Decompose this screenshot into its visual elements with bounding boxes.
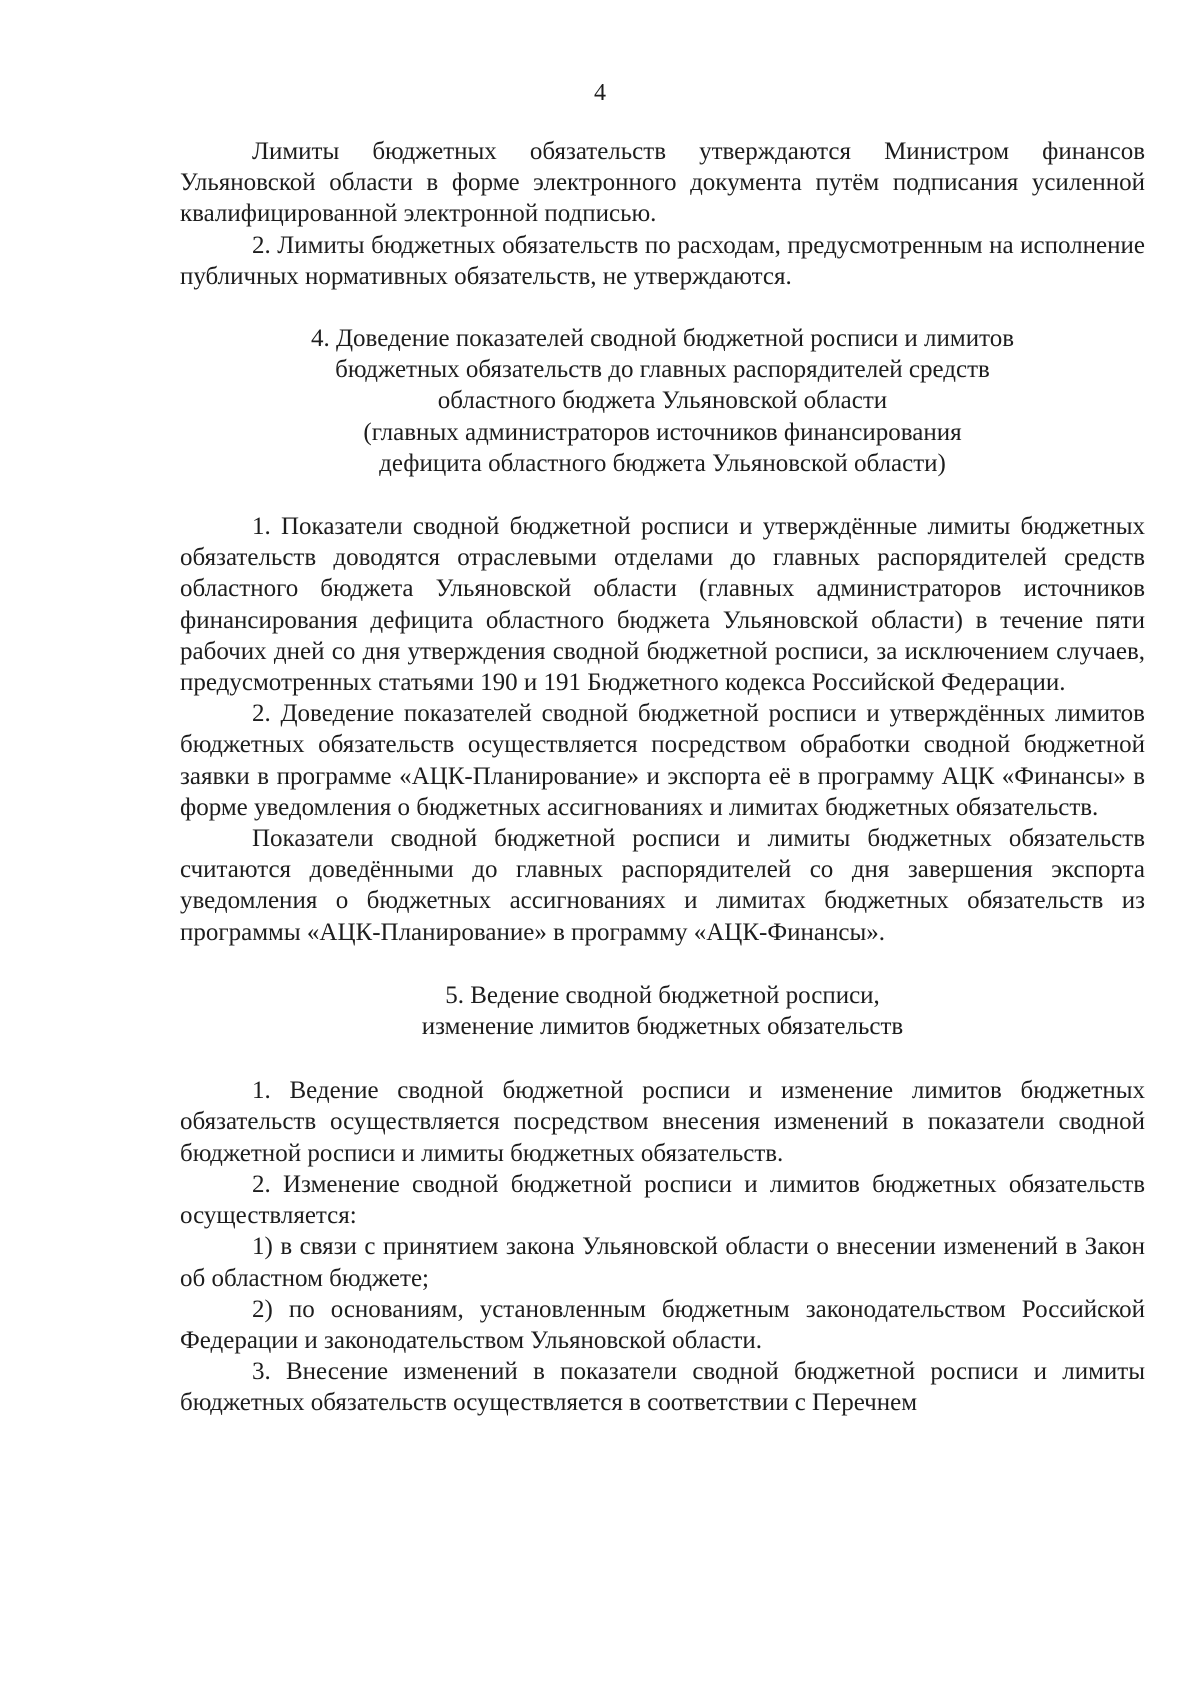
section-4-heading-line: 4. Доведение показателей сводной бюджетной росписи и лимитов: [310, 325, 1015, 353]
section-4-heading-line: бюджетных обязательств до главных распорядителей средств: [335, 356, 990, 384]
section-4-paragraph-3: Показатели сводной бюджетной росписи и лимиты бюджетных обязательств считаются доведёнными до главных распорядителей со дня завершения экспорта уведомления о бюджетных ассигнованиях и лимитах бюджетных обязательств из программы «АЦК-Планирование» в программу «АЦК-Финансы».: [180, 825, 1145, 946]
spacer: [180, 479, 1145, 511]
spacer: [180, 1042, 1145, 1075]
section-5-paragraph-1: 1. Ведение сводной бюджетной росписи и изменение лимитов бюджетных обязательств осуществляется посредством внесения изменений в показатели сводной бюджетной росписи и лимиты бюджетных обязательств.: [180, 1077, 1145, 1167]
section-4-heading-line: (главных администраторов источников финансирования: [363, 418, 962, 446]
section-5-heading-line: 5. Ведение сводной бюджетной росписи,: [445, 981, 880, 1009]
document-body: [180, 136, 1145, 1419]
spacer: [180, 292, 1145, 323]
section-4-heading-line: дефицита областного бюджета Ульяновской области): [379, 449, 946, 477]
section-5-heading-line: изменение лимитов бюджетных обязательств: [421, 1013, 904, 1041]
section-4-heading-line: областного бюджета Ульяновской области: [437, 387, 888, 415]
spacer: [180, 948, 1145, 980]
section-5-heading: [180, 980, 1145, 1042]
page-number: 4: [594, 80, 606, 106]
section-5-paragraph-3: 3. Внесение изменений в показатели сводной бюджетной росписи и лимиты бюджетных обязательств осуществляется в соответствии с Перечнем: [180, 1358, 1145, 1417]
intro-paragraph-2: 2. Лимиты бюджетных обязательств по расходам, предусмотренным на исполнение публичных нормативных обязательств, не утверждаются.: [180, 231, 1145, 290]
intro-paragraph-1: Лимиты бюджетных обязательств утверждаются Министром финансов Ульяновской области в форме электронного документа путём подписания усиленной квалифицированной электронной подписью.: [180, 138, 1145, 228]
section-4-paragraph-1: 1. Показатели сводной бюджетной росписи и утверждённые лимиты бюджетных обязательств доводятся отраслевыми отделами до главных распорядителей средств областного бюджета Ульяновской области (главных администраторов источников финансирования дефицита областного бюджета Ульяновской области) в течение пяти рабочих дней со дня утверждения сводной бюджетной росписи, за исключением случаев, предусмотренных статьями 190 и 191 Бюджетного кодекса Российской Федерации.: [180, 513, 1145, 697]
section-5-list-item-1: 1) в связи с принятием закона Ульяновской области о внесении изменений в Закон об областном бюджете;: [180, 1233, 1145, 1292]
section-4-heading: [180, 323, 1145, 479]
section-5-paragraph-2: 2. Изменение сводной бюджетной росписи и лимитов бюджетных обязательств осуществляется:: [180, 1170, 1145, 1230]
section-5-list-item-2: 2) по основаниям, установленным бюджетным законодательством Российской Федерации и законодательством Ульяновской области.: [180, 1295, 1145, 1354]
section-4-paragraph-2: 2. Доведение показателей сводной бюджетной росписи и утверждённых лимитов бюджетных обязательств осуществляется посредством обработки сводной бюджетной заявки в программе «АЦК-Планирование» и экспорта её в программу АЦК «Финансы» в форме уведомления о бюджетных ассигнованиях и лимитах бюджетных обязательств.: [180, 700, 1145, 821]
